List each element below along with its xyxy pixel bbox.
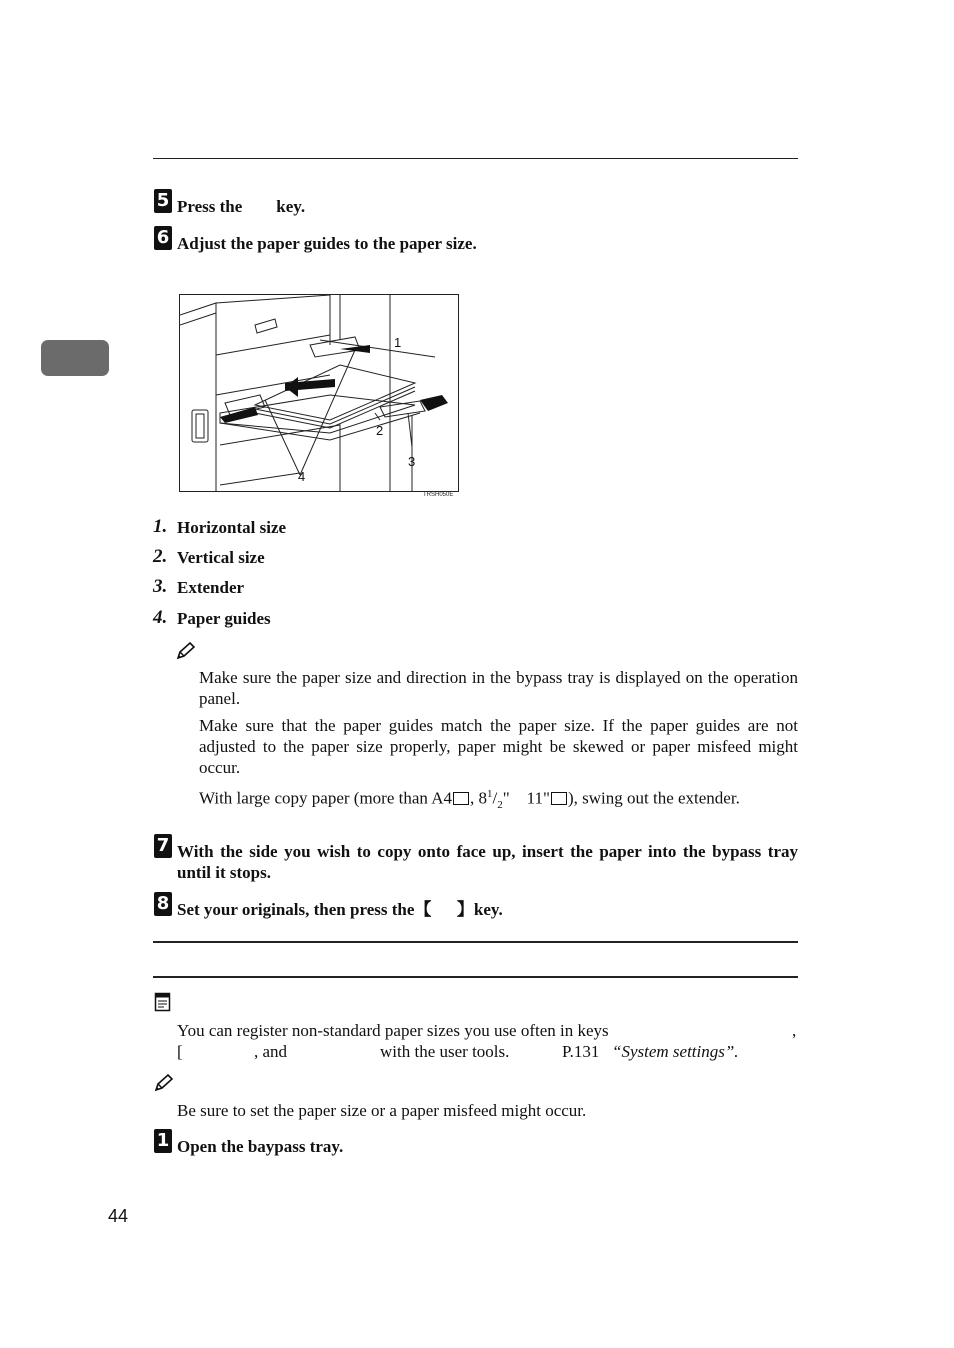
note-3-sub: 2 [497, 799, 503, 812]
reference-bracket: [ [177, 1042, 183, 1061]
callout-1: 1 [394, 335, 402, 350]
section-rule-top [153, 941, 798, 943]
step-number-1: 1 [154, 1129, 172, 1153]
reference-book-icon [154, 992, 172, 1012]
reference-title-link[interactable]: “System settings”. [612, 1042, 739, 1061]
reference-comma: , [792, 1021, 797, 1040]
step-number-5: 5 [154, 189, 172, 213]
landscape-paper-icon-2 [551, 792, 567, 805]
reference-user-tools: with the user tools. [380, 1042, 510, 1061]
note-pencil-icon-2 [154, 1074, 174, 1092]
reference-and: , and [254, 1042, 288, 1061]
bypass-tray-illustration [179, 294, 459, 492]
note-3-mid1: , 8 [469, 788, 487, 808]
note-3-before: With large copy paper (more than A4 [199, 788, 452, 808]
step-1-text: Open the baypass tray. [177, 1137, 344, 1156]
step-6-text: Adjust the paper guides to the paper size. [177, 234, 477, 253]
figure-code: TRSH050E [423, 492, 454, 498]
note-3-after: ), swing out the extender. [567, 788, 740, 808]
section-rule-bottom [153, 976, 798, 978]
step-7-text: With the side you wish to copy onto face up, insert the paper into the bypass tray until it stops. [177, 842, 798, 882]
callout-2: 2 [376, 423, 384, 438]
legend-label-extender: Extender [177, 578, 245, 597]
legend-label-paper-guides: Paper guides [177, 609, 271, 628]
legend-number-2: 2. [153, 546, 168, 567]
note-3-slash: / [492, 788, 498, 808]
page-number: 44 [108, 1206, 129, 1226]
legend-label-horizontal-size: Horizontal size [177, 518, 287, 537]
reference-page-link[interactable]: P.131 [562, 1042, 600, 1061]
note-paper-size-display: Make sure the paper size and direction in the bypass tray is displayed on the operation panel. [199, 668, 798, 708]
reference-text-1: You can register non-standard paper sizes you use often in keys [177, 1021, 609, 1040]
step-8-text: Set your originals, then press the【 】key. [177, 900, 503, 919]
note-pencil-icon [176, 642, 196, 660]
landscape-paper-icon [453, 792, 469, 805]
callout-4: 4 [298, 469, 306, 484]
step-number-6: 6 [154, 226, 172, 250]
step-number-8: 8 [154, 892, 172, 916]
legend-number-4: 4. [153, 607, 168, 628]
bypass-tray-drawing [180, 295, 458, 491]
note-paper-guides-match: Make sure that the paper guides match the paper size. If the paper guides are not adjusted to the paper size properly, paper might be skewed or paper misfeed might occur. [199, 716, 798, 777]
note-3-mid2: " 11" [502, 788, 550, 808]
note-set-paper-size: Be sure to set the paper size or a paper misfeed might occur. [177, 1101, 587, 1120]
legend-label-vertical-size: Vertical size [177, 548, 265, 567]
header-rule [153, 158, 798, 159]
chapter-tab [41, 340, 109, 376]
step-number-7: 7 [154, 834, 172, 858]
legend-number-3: 3. [153, 576, 168, 597]
note-3-sup: 1 [486, 788, 493, 800]
legend-number-1: 1. [153, 516, 168, 537]
callout-3: 3 [408, 454, 416, 469]
step-5-text: Press the key. [177, 197, 306, 216]
note-large-paper-extender [199, 784, 798, 816]
